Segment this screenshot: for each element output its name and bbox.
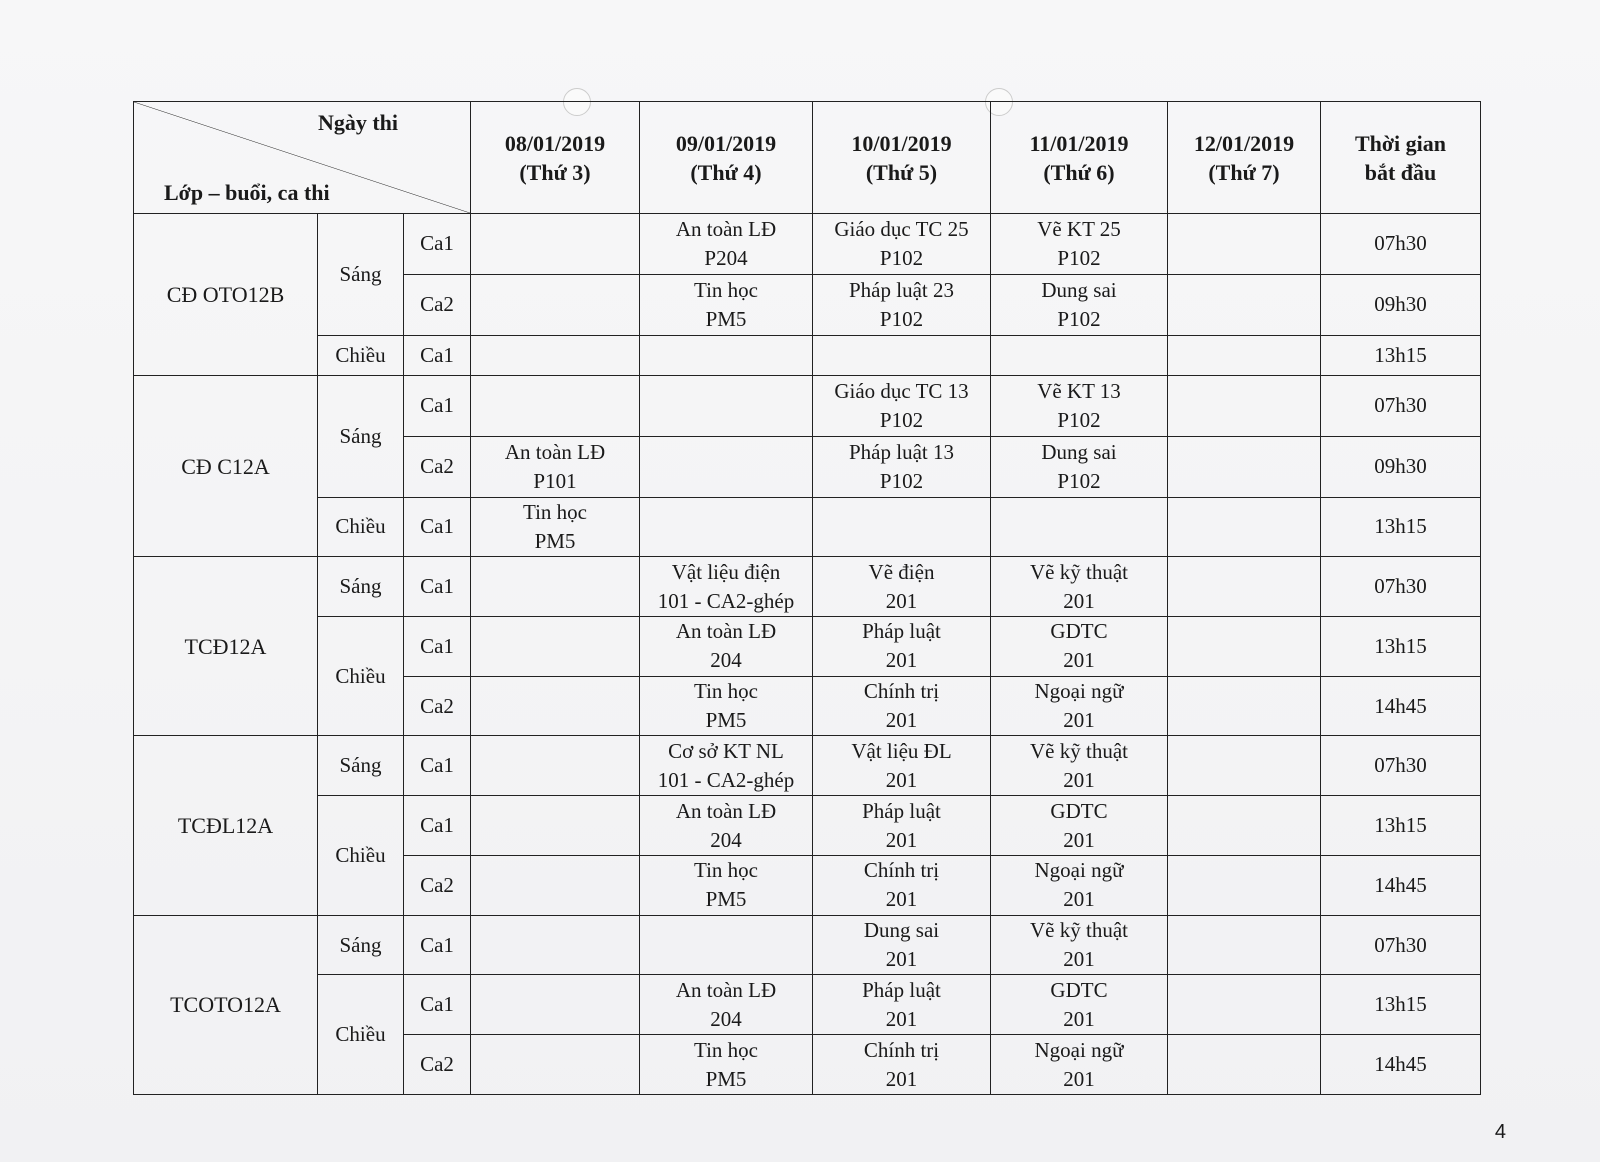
schedule-row <box>134 796 1481 856</box>
exam-cell <box>991 497 1168 557</box>
exam-cell <box>471 796 640 856</box>
room-name: 201 <box>885 887 918 912</box>
exam-cell <box>640 975 813 1035</box>
room-name: 201 <box>1063 827 1095 852</box>
subject-name: Vẽ kỹ thuật <box>1030 559 1128 584</box>
subject-name: Vẽ KT 25 <box>1037 216 1121 241</box>
subject-name: Vẽ kỹ thuật <box>1030 738 1128 763</box>
exam-cell <box>471 616 640 676</box>
exam-cell <box>813 975 991 1035</box>
start-time-cell: 09h30 <box>1321 274 1481 335</box>
exam-cell <box>813 616 991 676</box>
subject-name: Tin học <box>694 679 758 704</box>
start-time-header: Thời gian bắt đầu <box>1321 102 1481 214</box>
exam-cell <box>471 497 640 557</box>
exam-cell <box>991 436 1168 497</box>
exam-cell <box>471 436 640 497</box>
exam-cell <box>471 676 640 736</box>
room-name: 201 <box>1063 947 1095 971</box>
exam-cell <box>813 557 991 617</box>
diagonal-header-cell <box>134 102 471 214</box>
exam-cell <box>991 1035 1168 1095</box>
exam-cell <box>813 736 991 796</box>
exam-cell <box>640 676 813 736</box>
start-time-cell: 13h15 <box>1321 497 1481 557</box>
room-name: 201 <box>885 767 918 792</box>
subject-name: An toàn LĐ <box>675 977 777 1002</box>
room-name: 201 <box>885 1066 918 1091</box>
exam-cell <box>1168 376 1321 437</box>
room-name: PM5 <box>705 708 747 733</box>
room-name: 204 <box>710 827 742 852</box>
exam-cell <box>471 855 640 915</box>
session-cell: Chiều <box>318 796 404 915</box>
exam-cell <box>1168 616 1321 676</box>
exam-cell <box>991 796 1168 856</box>
room-name: 201 <box>885 588 918 613</box>
room-name: 201 <box>1063 887 1095 912</box>
shift-cell: Ca1 <box>404 376 471 437</box>
shift-cell: Ca1 <box>404 975 471 1035</box>
schedule-row <box>134 376 1481 437</box>
subject-name: Pháp luật <box>862 619 941 644</box>
exam-cell <box>640 915 813 975</box>
schedule-row <box>134 214 1481 275</box>
subject-name: Dung sai <box>1041 439 1117 464</box>
shift-cell: Ca2 <box>404 436 471 497</box>
exam-cell <box>640 436 813 497</box>
start-time-cell: 07h30 <box>1321 915 1481 975</box>
exam-cell <box>813 214 991 275</box>
schedule-row <box>134 915 1481 975</box>
exam-cell <box>640 557 813 617</box>
shift-cell: Ca2 <box>404 855 471 915</box>
start-time-cell: 14h45 <box>1321 1035 1481 1095</box>
exam-cell <box>813 915 991 975</box>
schedule-row <box>134 557 1481 617</box>
session-cell: Chiều <box>318 616 404 735</box>
exam-cell <box>991 676 1168 736</box>
header-class-session-label: Lớp – buổi, ca thi <box>164 180 330 205</box>
schedule-row <box>134 335 1481 376</box>
exam-cell <box>991 736 1168 796</box>
room-name: 201 <box>885 827 918 852</box>
session-cell: Sáng <box>318 376 404 498</box>
exam-cell <box>991 376 1168 437</box>
exam-cell <box>1168 915 1321 975</box>
start-time-cell: 13h15 <box>1321 975 1481 1035</box>
subject-name: Ngoại ngữ <box>1034 858 1124 883</box>
exam-cell <box>1168 557 1321 617</box>
start-time-cell: 09h30 <box>1321 436 1481 497</box>
exam-cell <box>991 975 1168 1035</box>
room-name: 204 <box>710 1006 742 1031</box>
exam-cell <box>1168 335 1321 376</box>
exam-cell <box>640 274 813 335</box>
exam-cell <box>813 676 991 736</box>
subject-name: An toàn LĐ <box>504 439 606 464</box>
subject-name: Chính trị <box>863 858 940 883</box>
session-cell: Sáng <box>318 214 404 336</box>
session-cell: Chiều <box>318 335 404 376</box>
exam-cell <box>640 796 813 856</box>
subject-name: Tin học <box>523 499 587 524</box>
subject-name: Vẽ kỹ thuật <box>1030 918 1128 942</box>
exam-cell <box>813 436 991 497</box>
subject-name: Vật liệu ĐL <box>851 738 952 763</box>
exam-cell <box>813 796 991 856</box>
shift-cell: Ca2 <box>404 274 471 335</box>
subject-name: An toàn LĐ <box>675 798 777 823</box>
exam-cell <box>471 975 640 1035</box>
room-name: P102 <box>1057 468 1101 493</box>
exam-cell <box>1168 1035 1321 1095</box>
start-time-cell: 07h30 <box>1321 736 1481 796</box>
exam-cell <box>813 1035 991 1095</box>
exam-cell <box>991 557 1168 617</box>
subject-name: Pháp luật 23 <box>849 277 954 302</box>
date-header-4: 11/01/2019 (Thứ 6) <box>991 102 1168 214</box>
room-name: 201 <box>1063 1066 1095 1091</box>
exam-cell <box>471 376 640 437</box>
exam-cell <box>991 214 1168 275</box>
shift-cell: Ca1 <box>404 616 471 676</box>
start-time-cell: 13h15 <box>1321 796 1481 856</box>
room-name: 204 <box>710 648 742 673</box>
exam-cell <box>640 214 813 275</box>
room-name: P102 <box>879 407 924 432</box>
shift-cell: Ca1 <box>404 796 471 856</box>
schedule-body <box>134 214 1481 1095</box>
start-time-cell: 07h30 <box>1321 376 1481 437</box>
schedule-row <box>134 497 1481 557</box>
room-name: 201 <box>885 1006 918 1031</box>
subject-name: Dung sai <box>1041 277 1117 302</box>
subject-name: Vẽ điện <box>868 559 935 584</box>
exam-cell <box>471 274 640 335</box>
header-row <box>134 102 1481 214</box>
room-name: P102 <box>879 245 924 270</box>
exam-cell <box>813 376 991 437</box>
subject-name: Vật liệu điện <box>671 559 781 584</box>
exam-cell <box>1168 855 1321 915</box>
exam-cell <box>991 274 1168 335</box>
room-name: 201 <box>1063 1006 1095 1031</box>
room-name: 201 <box>885 648 918 673</box>
subject-name: Pháp luật 13 <box>849 439 954 464</box>
date-header-5: 12/01/2019 (Thứ 7) <box>1168 102 1321 214</box>
exam-cell <box>1168 497 1321 557</box>
schedule-row <box>134 616 1481 676</box>
subject-name: Chính trị <box>863 679 940 704</box>
exam-cell <box>640 497 813 557</box>
subject-name: GDTC <box>1050 798 1108 823</box>
exam-cell <box>640 616 813 676</box>
subject-name: Giáo dục TC 13 <box>834 378 969 403</box>
class-name-cell: CĐ C12A <box>134 376 318 557</box>
exam-cell <box>1168 214 1321 275</box>
exam-cell <box>813 855 991 915</box>
subject-name: Chính trị <box>863 1037 940 1062</box>
shift-cell: Ca1 <box>404 915 471 975</box>
room-name: 201 <box>885 947 918 971</box>
page-number: 4 <box>1494 1121 1506 1143</box>
subject-name: Pháp luật <box>862 798 941 823</box>
exam-cell <box>813 274 991 335</box>
exam-cell <box>1168 975 1321 1035</box>
exam-cell <box>813 497 991 557</box>
exam-cell <box>471 335 640 376</box>
shift-cell: Ca1 <box>404 497 471 557</box>
room-name: P101 <box>533 468 577 493</box>
date-header-2: 09/01/2019 (Thứ 4) <box>640 102 813 214</box>
session-cell: Chiều <box>318 975 404 1095</box>
subject-name: Ngoại ngữ <box>1034 679 1124 704</box>
exam-cell <box>640 736 813 796</box>
exam-cell <box>640 855 813 915</box>
exam-cell <box>813 335 991 376</box>
subject-name: Tin học <box>694 277 758 302</box>
exam-schedule-table <box>133 101 1481 1095</box>
room-name: P102 <box>1057 245 1101 270</box>
subject-name: GDTC <box>1050 977 1108 1002</box>
room-name: 201 <box>1063 767 1095 792</box>
schedule-row <box>134 975 1481 1035</box>
room-name: P102 <box>1057 407 1101 432</box>
room-name: 101 - CA2-ghép <box>657 767 795 792</box>
subject-name: Giáo dục TC 25 <box>834 216 969 241</box>
room-name: 201 <box>1063 708 1095 733</box>
exam-cell <box>471 736 640 796</box>
subject-name: Ngoại ngữ <box>1034 1037 1124 1062</box>
room-name: P102 <box>1057 306 1101 331</box>
session-cell: Sáng <box>318 736 404 796</box>
header-exam-date-label: Ngày thi <box>317 110 398 135</box>
exam-cell <box>991 915 1168 975</box>
date-header-3: 10/01/2019 (Thứ 5) <box>813 102 991 214</box>
shift-cell: Ca1 <box>404 214 471 275</box>
session-cell: Chiều <box>318 497 404 557</box>
room-name: P204 <box>704 245 748 270</box>
shift-cell: Ca2 <box>404 1035 471 1095</box>
exam-cell <box>640 335 813 376</box>
room-name: PM5 <box>705 887 747 912</box>
subject-name: An toàn LĐ <box>675 619 777 644</box>
start-time-cell: 13h15 <box>1321 616 1481 676</box>
subject-name: Tin học <box>694 1037 758 1062</box>
room-name: 201 <box>885 708 918 733</box>
subject-name: Tin học <box>694 858 758 883</box>
exam-cell <box>1168 796 1321 856</box>
class-name-cell: TCĐ12A <box>134 557 318 736</box>
class-name-cell: TCĐL12A <box>134 736 318 915</box>
shift-cell: Ca2 <box>404 676 471 736</box>
shift-cell: Ca1 <box>404 736 471 796</box>
exam-cell <box>991 616 1168 676</box>
date-header-1: 08/01/2019 (Thứ 3) <box>471 102 640 214</box>
room-name: PM5 <box>534 528 576 553</box>
subject-name: An toàn LĐ <box>675 216 777 241</box>
exam-cell <box>991 855 1168 915</box>
room-name: PM5 <box>705 1066 747 1091</box>
session-cell: Sáng <box>318 557 404 617</box>
exam-cell <box>640 376 813 437</box>
room-name: P102 <box>879 468 924 493</box>
exam-cell <box>471 915 640 975</box>
room-name: 201 <box>1063 648 1095 673</box>
exam-cell <box>471 214 640 275</box>
room-name: P102 <box>879 306 924 331</box>
exam-cell <box>640 1035 813 1095</box>
session-cell: Sáng <box>318 915 404 975</box>
room-name: PM5 <box>705 306 747 331</box>
start-time-cell: 07h30 <box>1321 214 1481 275</box>
start-time-cell: 14h45 <box>1321 676 1481 736</box>
exam-cell <box>471 1035 640 1095</box>
start-time-cell: 14h45 <box>1321 855 1481 915</box>
subject-name: Vẽ KT 13 <box>1037 378 1121 403</box>
exam-cell <box>471 557 640 617</box>
subject-name: GDTC <box>1050 619 1108 644</box>
subject-name: Pháp luật <box>862 977 941 1002</box>
subject-name: Dung sai <box>863 918 940 942</box>
schedule-row <box>134 736 1481 796</box>
shift-cell: Ca1 <box>404 335 471 376</box>
shift-cell: Ca1 <box>404 557 471 617</box>
exam-cell <box>1168 736 1321 796</box>
class-name-cell: CĐ OTO12B <box>134 214 318 376</box>
start-time-cell: 07h30 <box>1321 557 1481 617</box>
class-name-cell: TCOTO12A <box>134 915 318 1094</box>
exam-cell <box>1168 274 1321 335</box>
start-time-cell: 13h15 <box>1321 335 1481 376</box>
subject-name: Cơ sở KT NL <box>668 738 784 763</box>
exam-cell <box>1168 676 1321 736</box>
exam-cell <box>1168 436 1321 497</box>
room-name: 101 - CA2-ghép <box>657 588 795 613</box>
exam-cell <box>991 335 1168 376</box>
room-name: 201 <box>1063 588 1095 613</box>
